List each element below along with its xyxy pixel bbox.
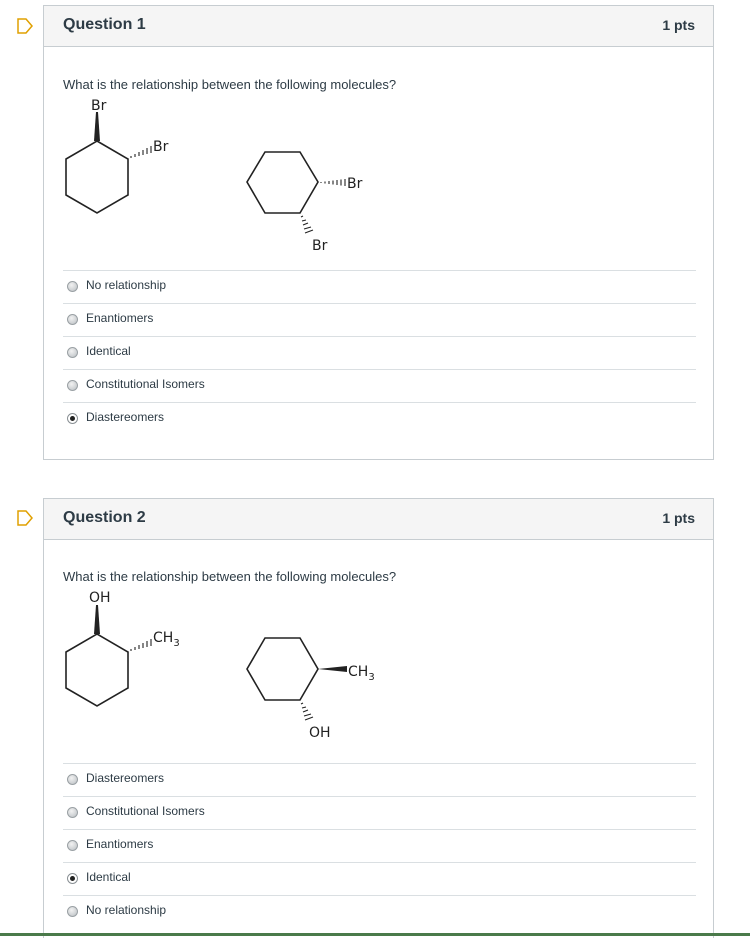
- answer-label: Identical: [86, 344, 131, 358]
- radio-button[interactable]: [67, 380, 78, 391]
- answer-label: Identical: [86, 870, 131, 884]
- substituent-label: OH: [309, 725, 331, 741]
- answer-option[interactable]: [63, 303, 696, 336]
- substituent-label: Br: [91, 98, 107, 114]
- answer-label: No relationship: [86, 278, 167, 292]
- question-header: [44, 6, 713, 47]
- substituent-label: Br: [347, 176, 363, 192]
- answer-option[interactable]: [63, 369, 696, 402]
- radio-button-selected[interactable]: [67, 873, 78, 884]
- question-title: Question 2: [63, 509, 146, 526]
- substituent-label: Br: [153, 139, 169, 155]
- answer-option[interactable]: [63, 336, 696, 369]
- flag-question-icon[interactable]: [15, 508, 35, 528]
- molecule-b: [247, 152, 363, 254]
- radio-button[interactable]: [67, 314, 78, 325]
- answer-option[interactable]: [63, 895, 696, 928]
- answer-label: Constitutional Isomers: [86, 377, 205, 391]
- radio-button-selected[interactable]: [67, 413, 78, 424]
- molecule-b: [247, 638, 375, 741]
- radio-button[interactable]: [67, 774, 78, 785]
- question-2: [43, 498, 714, 938]
- answer-list: [63, 270, 696, 435]
- answer-label: Enantiomers: [86, 311, 154, 325]
- molecule-a: [66, 590, 180, 706]
- question-title: Question 1: [63, 16, 146, 33]
- answer-label: Diastereomers: [86, 771, 165, 785]
- substituent-label: Br: [312, 238, 328, 254]
- question-points: 1 pts: [662, 510, 695, 526]
- substituent-label: $CH_3$: [348, 664, 375, 683]
- answer-option[interactable]: [63, 402, 696, 435]
- answer-list: [63, 763, 696, 928]
- question-points: 1 pts: [662, 17, 695, 33]
- radio-button[interactable]: [67, 347, 78, 358]
- answer-label: Constitutional Isomers: [86, 804, 205, 818]
- molecule-a: [66, 98, 169, 213]
- radio-button[interactable]: [67, 840, 78, 851]
- answer-label: Diastereomers: [86, 410, 165, 424]
- question-prompt: What is the relationship between the following molecules?: [63, 569, 397, 584]
- question-header: [44, 499, 713, 540]
- answer-option[interactable]: [63, 270, 696, 303]
- answer-label: Enantiomers: [86, 837, 154, 851]
- flag-question-icon[interactable]: [15, 16, 35, 36]
- substituent-label: OH: [89, 590, 111, 606]
- answer-option[interactable]: [63, 763, 696, 796]
- question-1: [43, 5, 714, 460]
- question-prompt: What is the relationship between the following molecules?: [63, 77, 397, 92]
- radio-button[interactable]: [67, 807, 78, 818]
- molecule-diagram: [44, 587, 713, 752]
- substituent-label: $CH_3$: [153, 630, 180, 649]
- answer-option[interactable]: [63, 796, 696, 829]
- answer-label: No relationship: [86, 903, 167, 917]
- answer-option[interactable]: [63, 862, 696, 895]
- radio-button[interactable]: [67, 281, 78, 292]
- answer-option[interactable]: [63, 829, 696, 862]
- radio-button[interactable]: [67, 906, 78, 917]
- molecule-diagram: [44, 96, 713, 261]
